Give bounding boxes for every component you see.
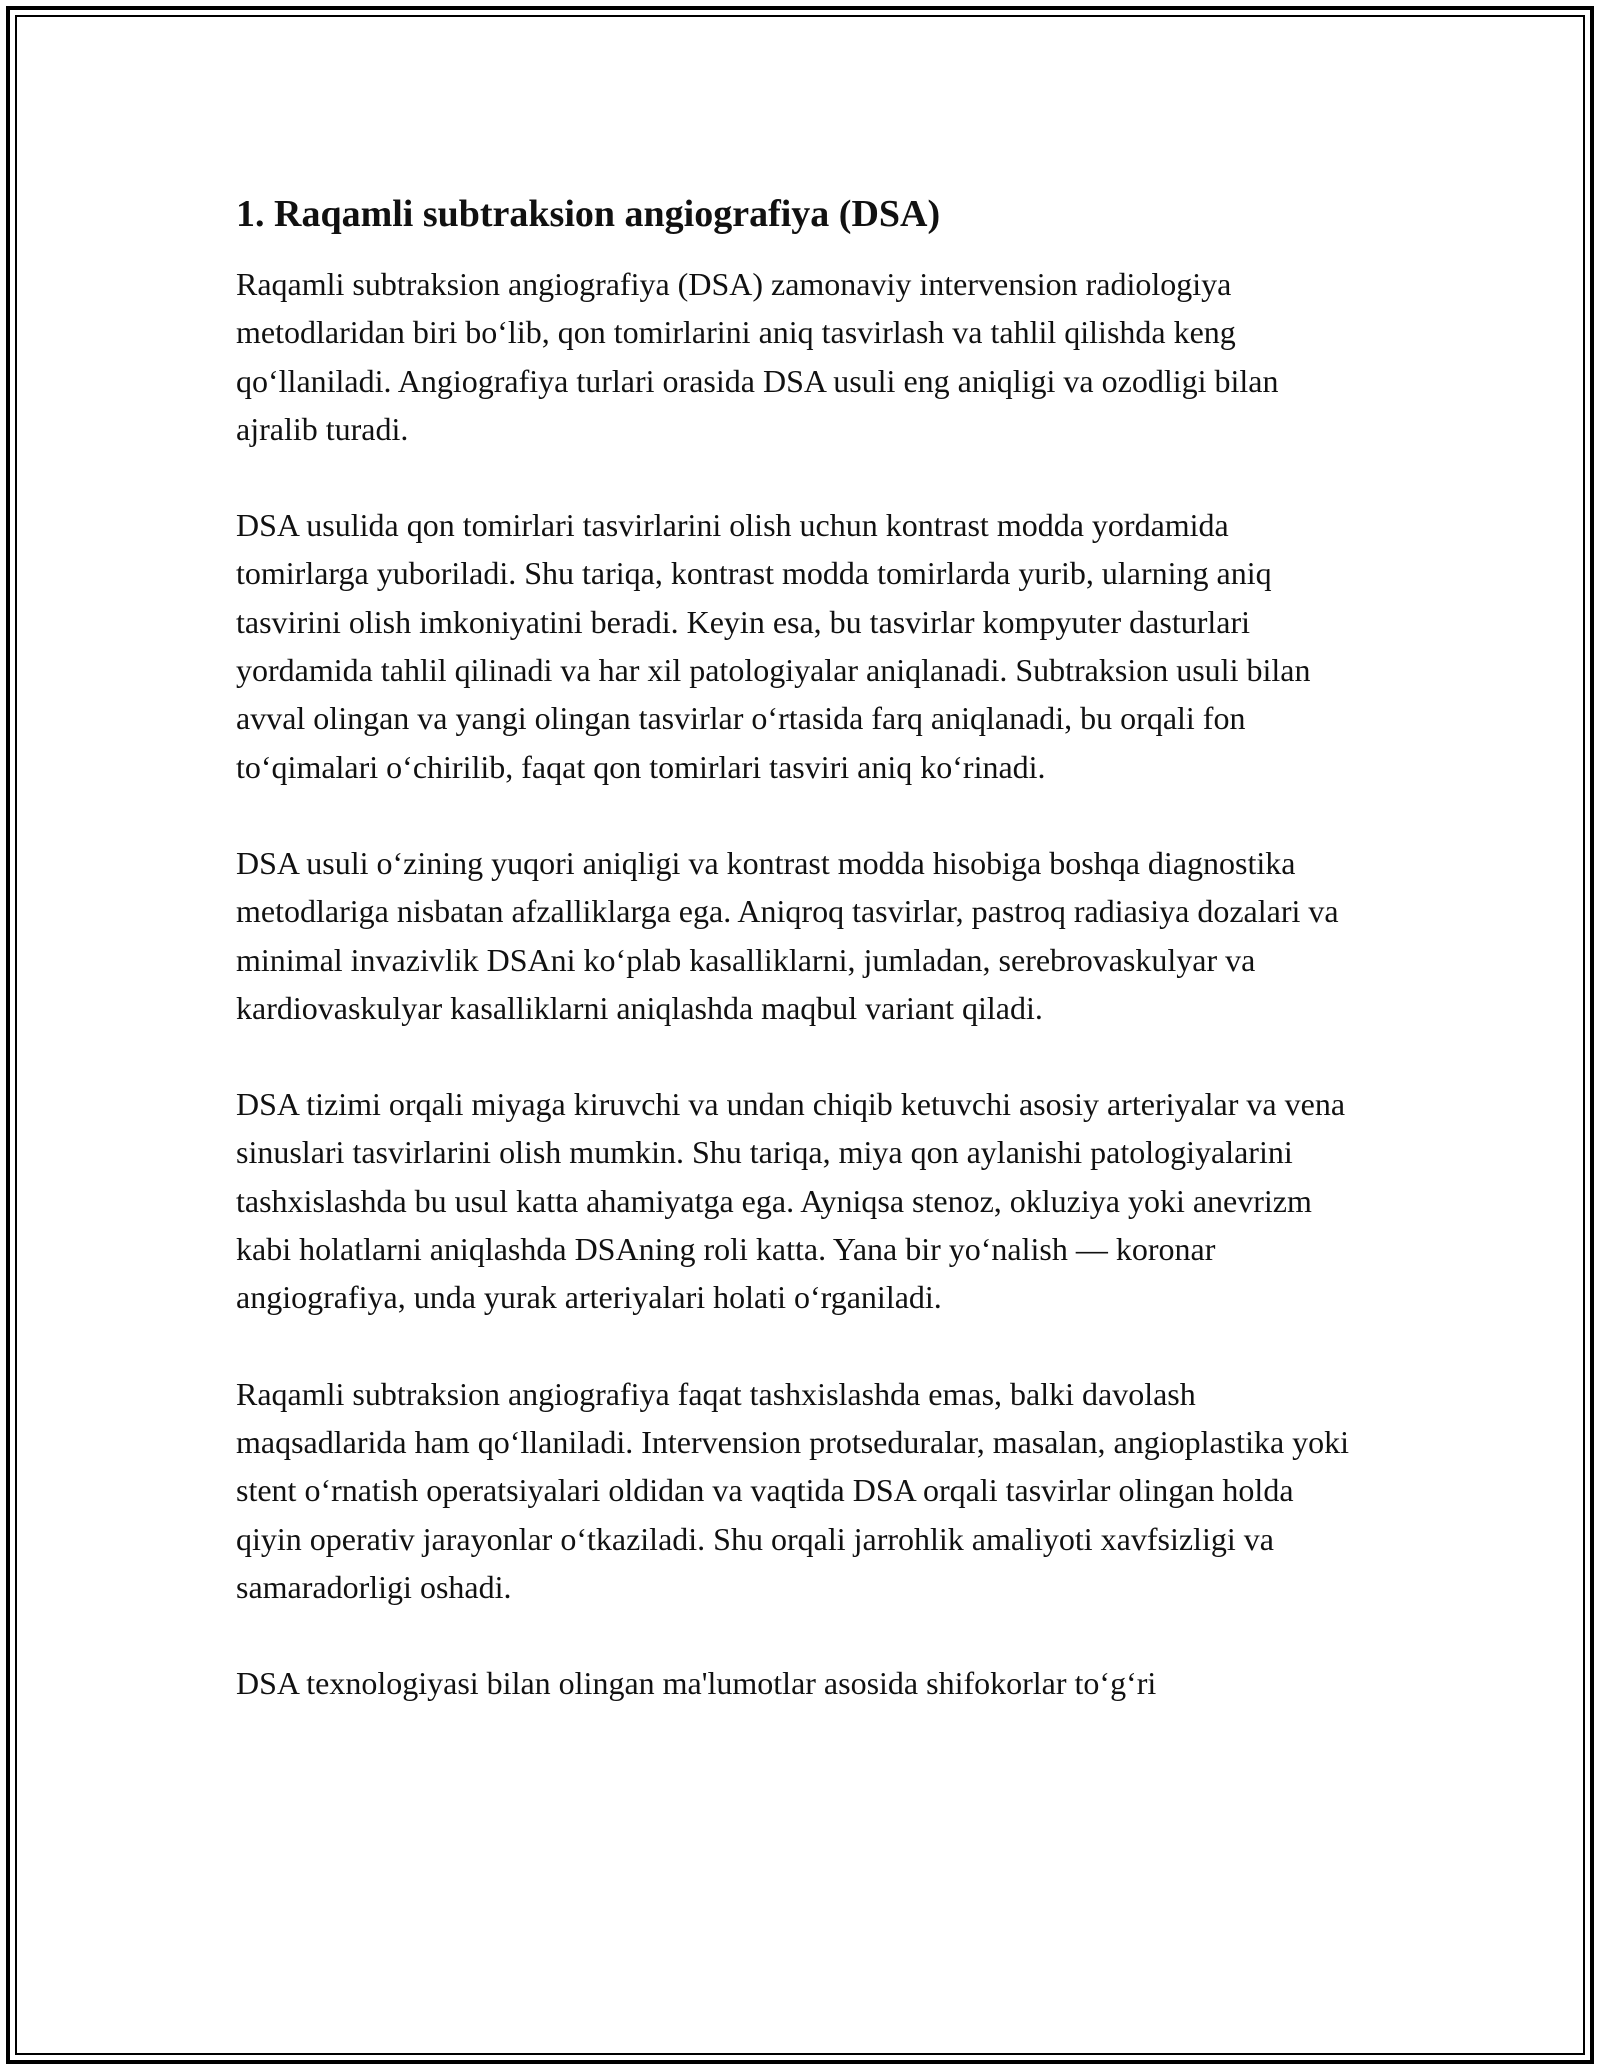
paragraph-5: Raqamli subtraksion angiografiya faqat tashxislashda emas, balki davolash maqsadlarida ham qo‘llaniladi. Intervension protseduralar, masalan, angioplastika yoki stent o‘rnatish operatsiyalari oldidan va vaqtida DSA orqali tasvirlar olingan holda qiyin operativ jarayonlar o‘tkaziladi. Shu orqali jarrohlik amaliyoti xavfsizligi va samaradorligi oshadi. xyxy=(236,1375,1350,1605)
paragraph-4: DSA tizimi orqali miyaga kiruvchi va undan chiqib ketuvchi asosiy arteriyalar va vena sinuslari tasvirlarini olish mumkin. Shu tariqa, miya qon aylanishi patologiyalarini tashxislashda bu usul katta ahamiyatga ega. Ayniqsa stenoz, okluziya yoki anevrizm kabi holatlarni aniqlashda DSAning roli katta. Yana bir yo‘nalish — koronar angiografiya, unda yurak arteriyalari holati o‘rganiladi. xyxy=(236,1086,1346,1316)
paragraph-2: DSA usulida qon tomirlari tasvirlarini olish uchun kontrast modda yordamida tomirlarga yuboriladi. Shu tariqa, kontrast modda tomirlarda yurib, ularning aniq tasvirini olish imkoniyatini beradi. Keyin esa, bu tasvirlar kompyuter dasturlari yordamida tahlil qilinadi va har xil patologiyalar aniqlanadi. Subtraksion usuli bilan avval olingan va yangi olingan tasvirlar o‘rtasida farq aniqlanadi, bu orqali fon to‘qimalari o‘chirilib, faqat qon tomirlari tasviri aniq ko‘rinadi. xyxy=(236,507,1311,785)
document-body xyxy=(236,186,1366,1755)
paragraph-1: Raqamli subtraksion angiografiya (DSA) zamonaviy intervension radiologiya metodlaridan biri bo‘lib, qon tomirlarini aniq tasvirlash va tahlil qilishda keng qo‘llaniladi. Angiografiya turlari orasida DSA usuli eng aniqligi va ozodligi bilan ajralib turadi. xyxy=(236,266,1279,447)
paragraph-6: DSA texnologiyasi bilan olingan ma'lumotlar asosida shifokorlar to‘g‘ri xyxy=(236,1665,1157,1702)
paragraph-3: DSA usuli o‘zining yuqori aniqligi va kontrast modda hisobiga boshqa diagnostika metodlariga nisbatan afzalliklarga ega. Aniqroq tasvirlar, pastroq radiasiya dozalari va minimal invazivlik DSAni ko‘plab kasalliklarni, jumladan, serebrovaskulyar va kardiovaskulyar kasalliklarni aniqlashda maqbul variant qiladi. xyxy=(236,844,1339,1026)
section-heading: 1. Raqamli subtraksion angiografiya (DSA) xyxy=(236,193,941,235)
